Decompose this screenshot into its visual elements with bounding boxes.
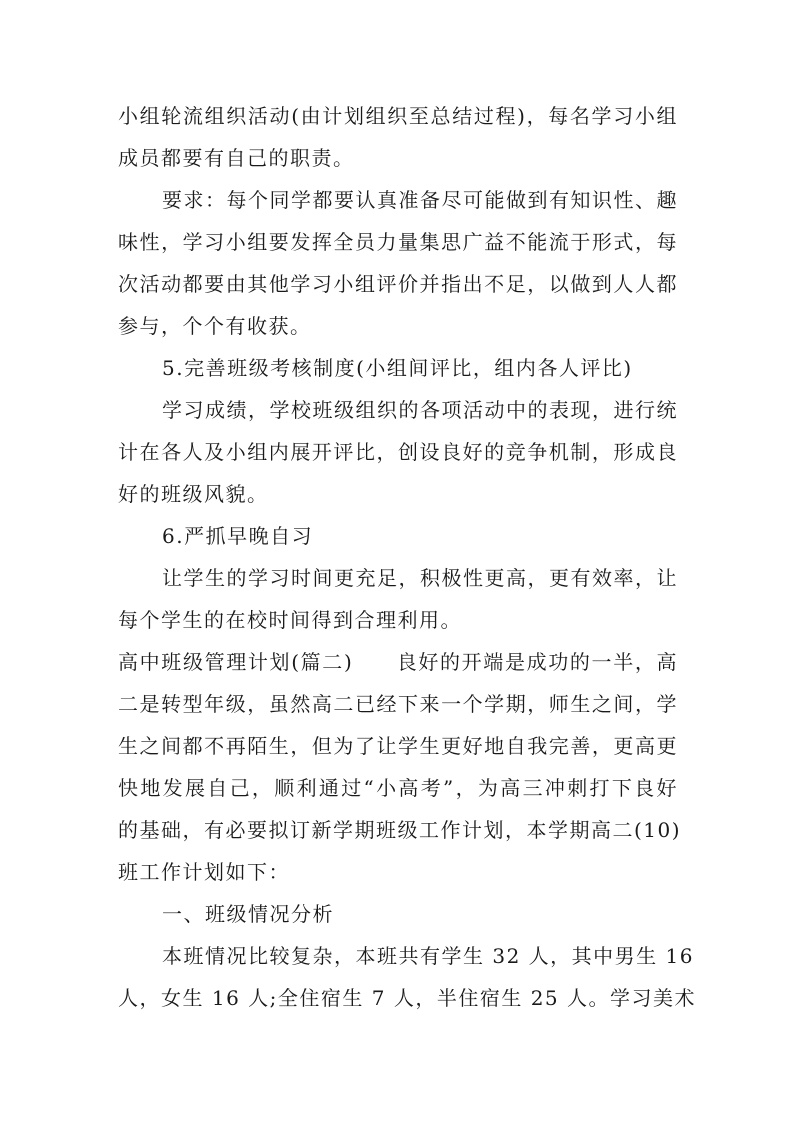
text-line: 快地发展自己，顺利通过“小高考”，为高三冲刺打下良好 xyxy=(118,776,678,800)
text-line: 本班情况比较复杂，本班共有学生 32 人，其中男生 16 xyxy=(162,944,694,968)
text-line: 味性，学习小组要发挥全员力量集思广益不能流于形式，每 xyxy=(118,230,678,254)
text-line: 班工作计划如下： xyxy=(118,860,290,884)
text-line: 次活动都要由其他学习小组评价并指出不足，以做到人人都 xyxy=(118,272,678,296)
text-line: 高中班级管理计划(篇二) 良好的开端是成功的一半，高 xyxy=(118,650,678,674)
text-line: 二是转型年级，虽然高二已经下来一个学期，师生之间，学 xyxy=(118,692,678,716)
text-line: 人，女生 16 人;全住宿生 7 人，半住宿生 25 人。学习美术 xyxy=(118,986,697,1010)
section-heading: 一、班级情况分析 xyxy=(162,902,334,926)
section-heading: 6.严抓早晚自习 xyxy=(162,524,314,548)
text-line: 学习成绩，学校班级组织的各项活动中的表现，进行统 xyxy=(162,398,678,422)
text-line: 成员都要有自己的职责。 xyxy=(118,146,355,170)
text-line: 小组轮流组织活动(由计划组织至总结过程)，每名学习小组 xyxy=(118,104,678,128)
text-line: 参与，个个有收获。 xyxy=(118,314,312,338)
text-line: 好的班级风貌。 xyxy=(118,482,269,506)
text-line: 每个学生的在校时间得到合理利用。 xyxy=(118,608,462,632)
text-line: 要求：每个同学都要认真准备尽可能做到有知识性、趣 xyxy=(162,188,678,212)
text-line: 生之间都不再陌生，但为了让学生更好地自我完善，更高更 xyxy=(118,734,678,758)
section-heading: 5.完善班级考核制度(小组间评比，组内各人评比) xyxy=(162,356,633,380)
text-line: 计在各人及小组内展开评比，创设良好的竞争机制，形成良 xyxy=(118,440,678,464)
text-line: 让学生的学习时间更充足，积极性更高，更有效率，让 xyxy=(162,566,678,590)
text-line: 的基础，有必要拟订新学期班级工作计划，本学期高二(10) xyxy=(118,818,682,842)
